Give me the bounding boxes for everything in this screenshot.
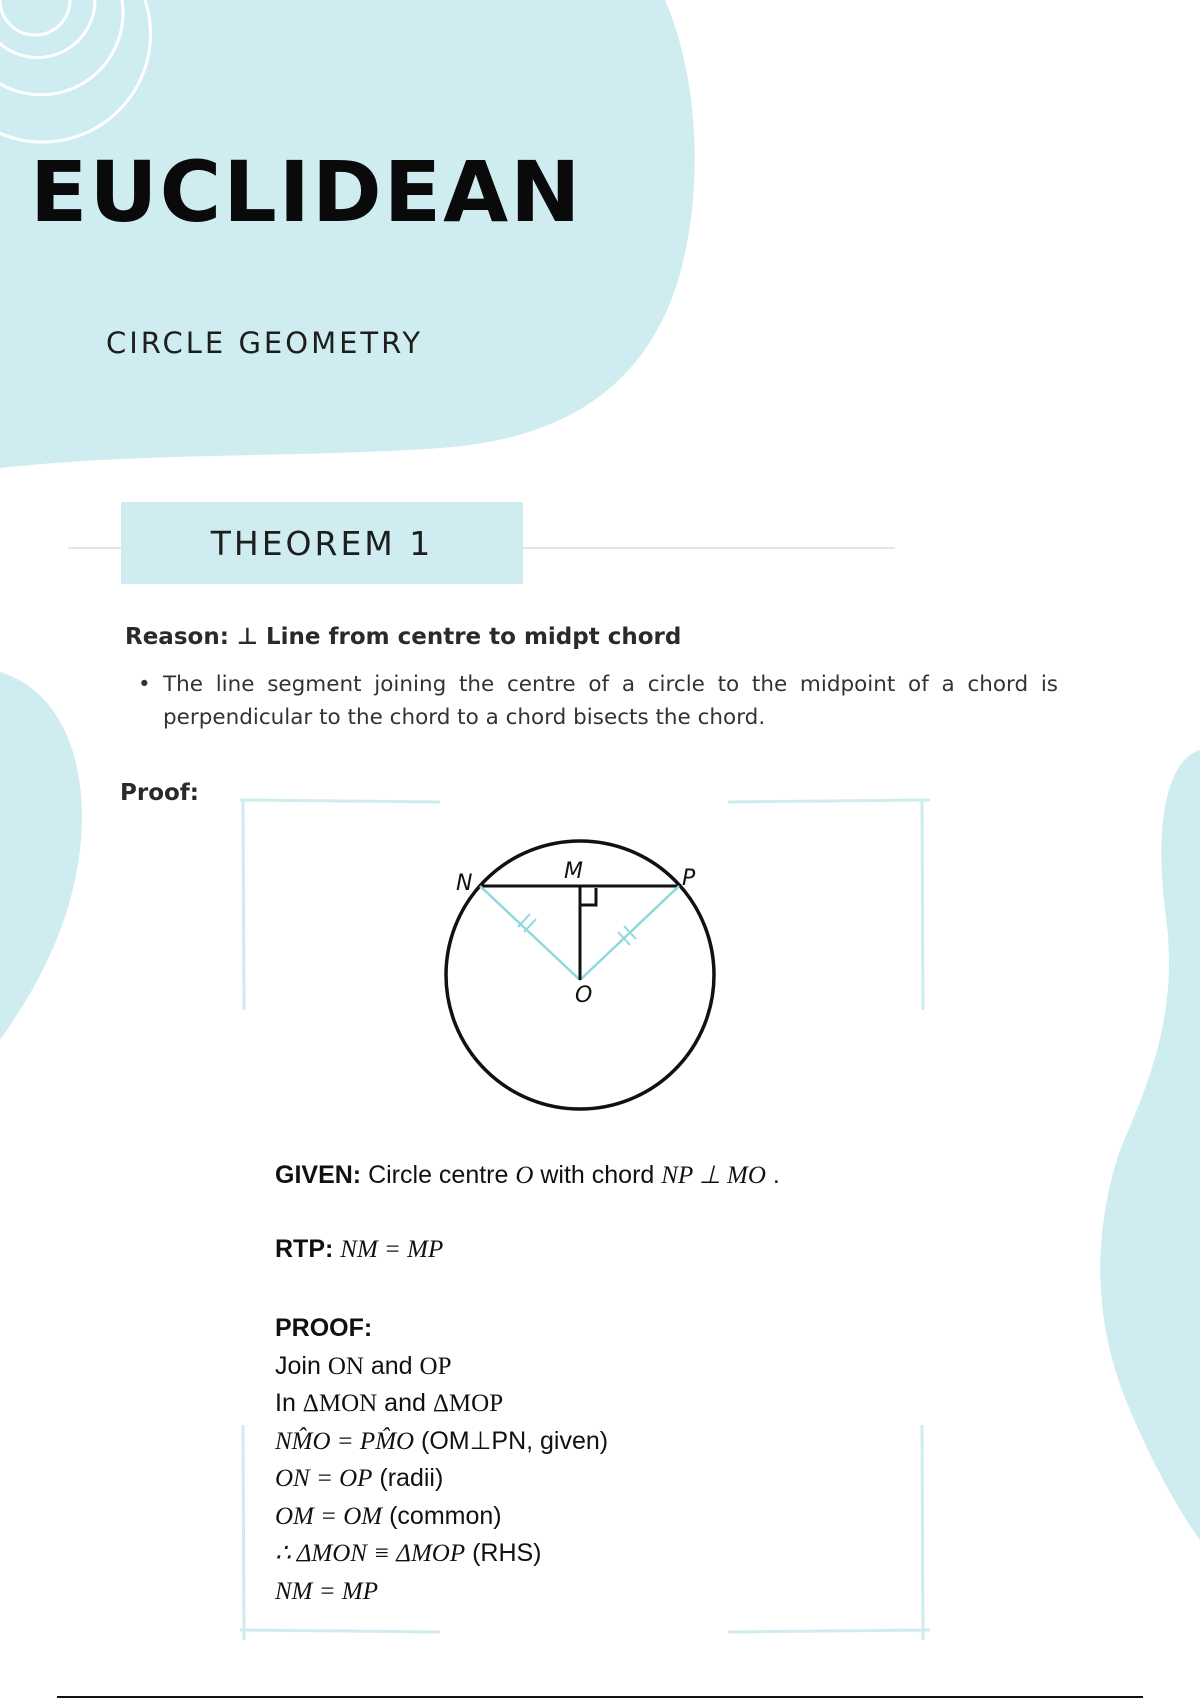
proof-step <box>275 1498 608 1536</box>
segment-on <box>480 886 580 980</box>
rtp-label: RTP: <box>275 1235 334 1263</box>
proof-steps <box>275 1310 608 1610</box>
proof-step <box>275 1423 608 1461</box>
label-o: O <box>575 983 593 1008</box>
proof-reason: (radii) <box>372 1464 444 1492</box>
reason-line <box>125 624 681 650</box>
proof-math: ΔMON <box>302 1390 378 1417</box>
proof-step <box>275 1348 608 1386</box>
reason-label: Reason: <box>125 624 229 650</box>
proof-math: ∴ ΔMON ≡ ΔMOP <box>275 1540 466 1567</box>
bullet-icon: • <box>138 672 151 697</box>
proof-math: NM̂O = PM̂O <box>275 1427 415 1455</box>
proof-step <box>275 1535 608 1573</box>
proof-step <box>275 1460 608 1498</box>
proof-math: ΔMOP <box>432 1390 504 1417</box>
given-centre: O <box>515 1162 534 1189</box>
proof-math: OP <box>419 1352 452 1380</box>
proof-math: ON <box>327 1352 364 1380</box>
given-end: . <box>772 1161 780 1189</box>
proof-math: NM = MP <box>275 1577 378 1605</box>
theorem-heading <box>121 502 523 584</box>
given-line <box>275 1160 780 1190</box>
proof-reason: (RHS) <box>465 1539 542 1567</box>
label-n: N <box>456 871 473 896</box>
proof-text: In <box>275 1389 303 1417</box>
proof-reason: (common) <box>382 1501 502 1530</box>
given-text: Circle centre <box>368 1161 509 1189</box>
given-label: GIVEN: <box>275 1161 362 1189</box>
label-p: P <box>682 866 696 891</box>
proof-reason: (OM⊥PN, given) <box>414 1426 609 1455</box>
theorem-statement <box>138 668 1058 734</box>
proof-heading: PROOF: <box>275 1314 373 1342</box>
given-with: with chord <box>540 1161 655 1189</box>
proof-step <box>275 1385 608 1423</box>
proof-text: Join <box>275 1351 328 1380</box>
given-relation: NP ⊥ MO <box>661 1162 766 1189</box>
proof-math: OM = OM <box>275 1502 383 1530</box>
equal-tick-marks <box>518 914 636 945</box>
page-title: EUCLIDEAN <box>30 143 583 241</box>
label-m: M <box>564 859 583 884</box>
proof-label: Proof: <box>120 780 200 806</box>
reason-text: ⊥ Line from centre to midpt chord <box>236 624 682 650</box>
proof-text: and <box>363 1351 420 1380</box>
proof-step <box>275 1573 608 1611</box>
theorem-label: THEOREM 1 <box>210 523 434 563</box>
rtp-line <box>275 1235 443 1264</box>
rtp-expr: NM = MP <box>340 1236 444 1263</box>
proof-math: ON = OP <box>275 1465 373 1492</box>
left-blob <box>0 672 82 1040</box>
proof-text: and <box>377 1389 433 1417</box>
footer-divider <box>57 1696 1143 1698</box>
page-subtitle: CIRCLE GEOMETRY <box>106 326 424 360</box>
circle-diagram <box>420 830 740 1120</box>
right-blob <box>1100 750 1200 1540</box>
theorem-statement-text: The line segment joining the centre of a circle to the midpoint of a chord is perpendicular to the chord to a chord bisects the chord. <box>163 672 1058 730</box>
right-angle-mark <box>580 888 596 905</box>
